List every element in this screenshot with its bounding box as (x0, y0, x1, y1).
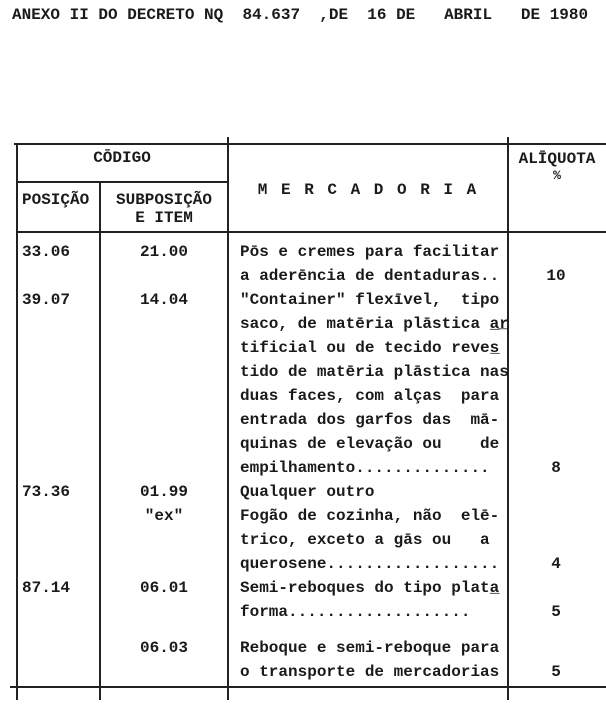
table-top-border (14, 143, 606, 145)
cell-mercadoria: Fogão de cozinha, não elē- (240, 507, 500, 525)
cell-posicao: 73.36 (22, 483, 71, 501)
header-bottom-border (16, 231, 606, 233)
column-header-codigo: CŌDIGO (93, 149, 151, 167)
page-title: ANEXO II DO DECRETO NQ 84.637 ,DE 16 DE ABRIL DE 1980 (12, 6, 589, 24)
cell-aliquota: 10 (546, 267, 566, 285)
cell-mercadoria: Qualquer outro (240, 483, 375, 501)
cell-subposicao: 06.01 (139, 579, 188, 597)
cell-mercadoria: o transporte de mercadorias (240, 663, 500, 681)
cell-mercadoria: trico, exceto a gās ou a (240, 531, 490, 549)
subposicao-line1: SUBPOSIÇÃO (115, 191, 212, 209)
column-header-posicao: POSIÇÃO (22, 191, 90, 209)
cell-mercadoria: Semi-reboques do tipo plata̲ (240, 579, 500, 597)
column-header-percent-sign: % (553, 168, 561, 183)
cell-mercadoria: saco, de matēria plāstica a̲r̲ (240, 315, 509, 333)
table-line (0, 312, 606, 336)
table-line (0, 528, 606, 552)
cell-posicao: 33.06 (22, 243, 71, 261)
cell-subposicao: "ex" (144, 507, 184, 525)
table-line (0, 288, 606, 312)
table-line (0, 576, 606, 600)
cell-subposicao: 21.00 (139, 243, 188, 261)
table-line (0, 660, 606, 684)
column-header-aliquota: ALĪQUOTA (518, 150, 596, 168)
cell-mercadoria: duas faces, com alças para (240, 387, 500, 405)
table-line (0, 480, 606, 504)
subposicao-line2: E ITEM (135, 209, 193, 227)
table-line (0, 552, 606, 576)
cell-aliquota: 8 (551, 459, 561, 477)
cell-mercadoria: "Container" flexīvel, tipo (240, 291, 500, 309)
cell-posicao: 39.07 (22, 291, 71, 309)
cell-mercadoria: querosene.................. (240, 555, 500, 573)
cell-mercadoria: tido de matēria plāstica nas (240, 363, 509, 381)
table-line (0, 240, 606, 264)
cell-subposicao: 06.03 (139, 639, 188, 657)
table-line (0, 384, 606, 408)
table-line (0, 600, 606, 624)
cell-mercadoria: a aderēncia de dentaduras.. (240, 267, 500, 285)
codigo-underline (16, 181, 229, 183)
table-line (0, 432, 606, 456)
table-line (0, 636, 606, 660)
table-line (0, 408, 606, 432)
cell-mercadoria: Reboque e semi-reboque para (240, 639, 500, 657)
cell-mercadoria: forma................... (240, 603, 471, 621)
cell-subposicao: 14.04 (139, 291, 188, 309)
cell-mercadoria: quinas de elevação ou de (240, 435, 500, 453)
column-header-subposicao (101, 191, 227, 227)
table-line (0, 456, 606, 480)
cell-aliquota: 4 (551, 555, 561, 573)
table-line (0, 336, 606, 360)
cell-aliquota: 5 (551, 603, 561, 621)
cell-mercadoria: Pōs e cremes para facilitar (240, 243, 500, 261)
table-line (0, 360, 606, 384)
table-line (0, 264, 606, 288)
column-header-mercadoria: M E R C A D O R I A (257, 181, 479, 199)
cell-subposicao: 01.99 (139, 483, 188, 501)
cell-mercadoria: entrada dos garfos das mā- (240, 411, 500, 429)
cell-mercadoria: empilhamento.............. (240, 459, 490, 477)
cell-aliquota: 5 (551, 663, 561, 681)
table-line (0, 504, 606, 528)
cell-posicao: 87.14 (22, 579, 71, 597)
cell-mercadoria: tificial ou de tecido reves̲ (240, 339, 500, 357)
